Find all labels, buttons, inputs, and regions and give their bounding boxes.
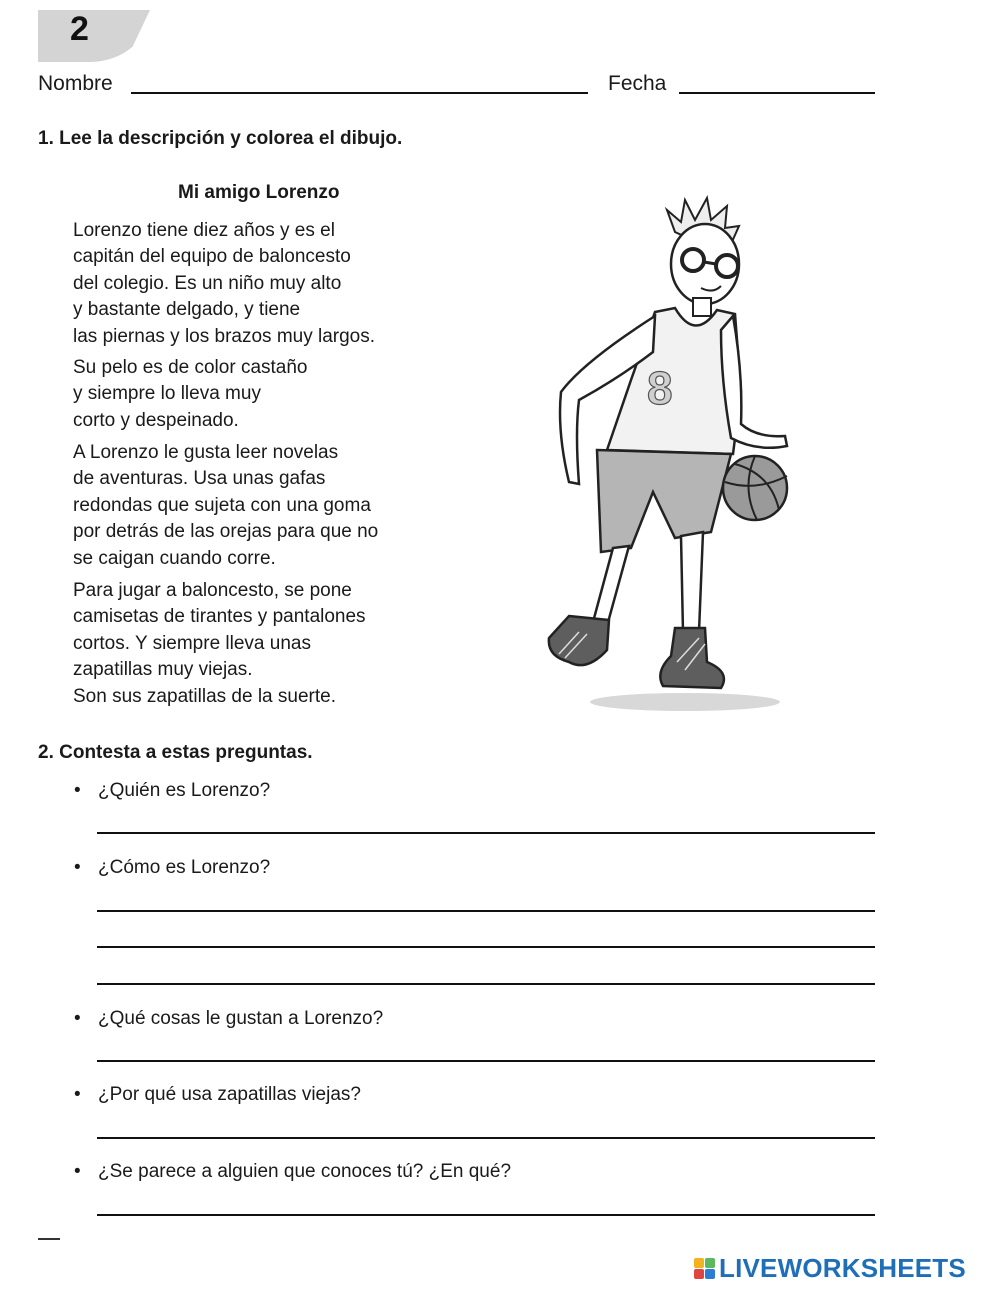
shorts	[597, 450, 731, 552]
question-4	[74, 1084, 361, 1106]
question-3-text: ¿Qué cosas le gustan a Lorenzo?	[98, 1008, 384, 1029]
answer-line-3[interactable]	[97, 1060, 875, 1062]
question-2-text: ¿Cómo es Lorenzo?	[98, 857, 271, 878]
exercise-2-heading: 2. Contesta a estas preguntas.	[38, 742, 313, 763]
question-1	[74, 780, 270, 802]
page-number-mark	[38, 1238, 60, 1240]
date-label: Fecha	[608, 72, 667, 95]
bullet: •	[74, 857, 81, 878]
right-arm	[721, 316, 787, 448]
exercise-1-heading: 1. Lee la descripción y colorea el dibujo.	[38, 128, 403, 149]
answer-line-1[interactable]	[97, 832, 875, 834]
story-title: Mi amigo Lorenzo	[178, 182, 340, 203]
right-leg	[681, 532, 703, 632]
answer-line-2a[interactable]	[97, 910, 875, 912]
question-4-text: ¿Por qué usa zapatillas viejas?	[98, 1084, 361, 1105]
question-5	[74, 1161, 511, 1183]
name-field[interactable]	[131, 92, 588, 94]
story-paragraph-3: A Lorenzo le gusta leer novelas de aventuras. Usa unas gafas redondas que sujeta con una goma por detrás de las orejas para que no se caigan cuando corre.	[73, 442, 379, 569]
question-5-text: ¿Se parece a alguien que conoces tú? ¿En qué?	[98, 1161, 512, 1182]
brand-text: LIVEWORKSHEETS	[719, 1253, 966, 1283]
left-leg	[593, 546, 629, 626]
answer-line-2c[interactable]	[97, 983, 875, 985]
shadow	[590, 693, 780, 711]
question-3	[74, 1008, 383, 1030]
liveworksheets-brand	[694, 1253, 966, 1284]
answer-line-2b[interactable]	[97, 946, 875, 948]
name-label: Nombre	[38, 72, 113, 95]
date-field[interactable]	[679, 92, 875, 94]
story-paragraph-4: Para jugar a baloncesto, se pone camisetas de tirantes y pantalones cortos. Y siempre lleva unas zapatillas muy viejas. Son sus zapatillas de la suerte.	[73, 580, 366, 707]
basketball	[723, 456, 787, 520]
question-1-text: ¿Quién es Lorenzo?	[98, 780, 271, 801]
story-paragraph-1: Lorenzo tiene diez años y es el capitán del equipo de baloncesto del colegio. Es un niño muy alto y bastante delgado, y tiene las piernas y los brazos muy largos.	[73, 220, 376, 347]
story-paragraph-2: Su pelo es de color castaño y siempre lo lleva muy corto y despeinado.	[73, 357, 308, 431]
right-shoe	[660, 628, 724, 688]
bullet: •	[74, 780, 81, 801]
answer-line-4[interactable]	[97, 1137, 875, 1139]
question-2	[74, 857, 270, 879]
left-shoe	[549, 616, 609, 665]
liveworksheets-logo-icon	[694, 1258, 716, 1280]
bullet: •	[74, 1084, 81, 1105]
bullet: •	[74, 1008, 81, 1029]
unit-number: 2	[70, 10, 89, 48]
basketball-player-illustration	[535, 192, 805, 717]
bullet: •	[74, 1161, 81, 1182]
answer-line-5[interactable]	[97, 1214, 875, 1216]
jersey-number: 8	[647, 362, 673, 414]
unit-tab	[38, 10, 150, 62]
